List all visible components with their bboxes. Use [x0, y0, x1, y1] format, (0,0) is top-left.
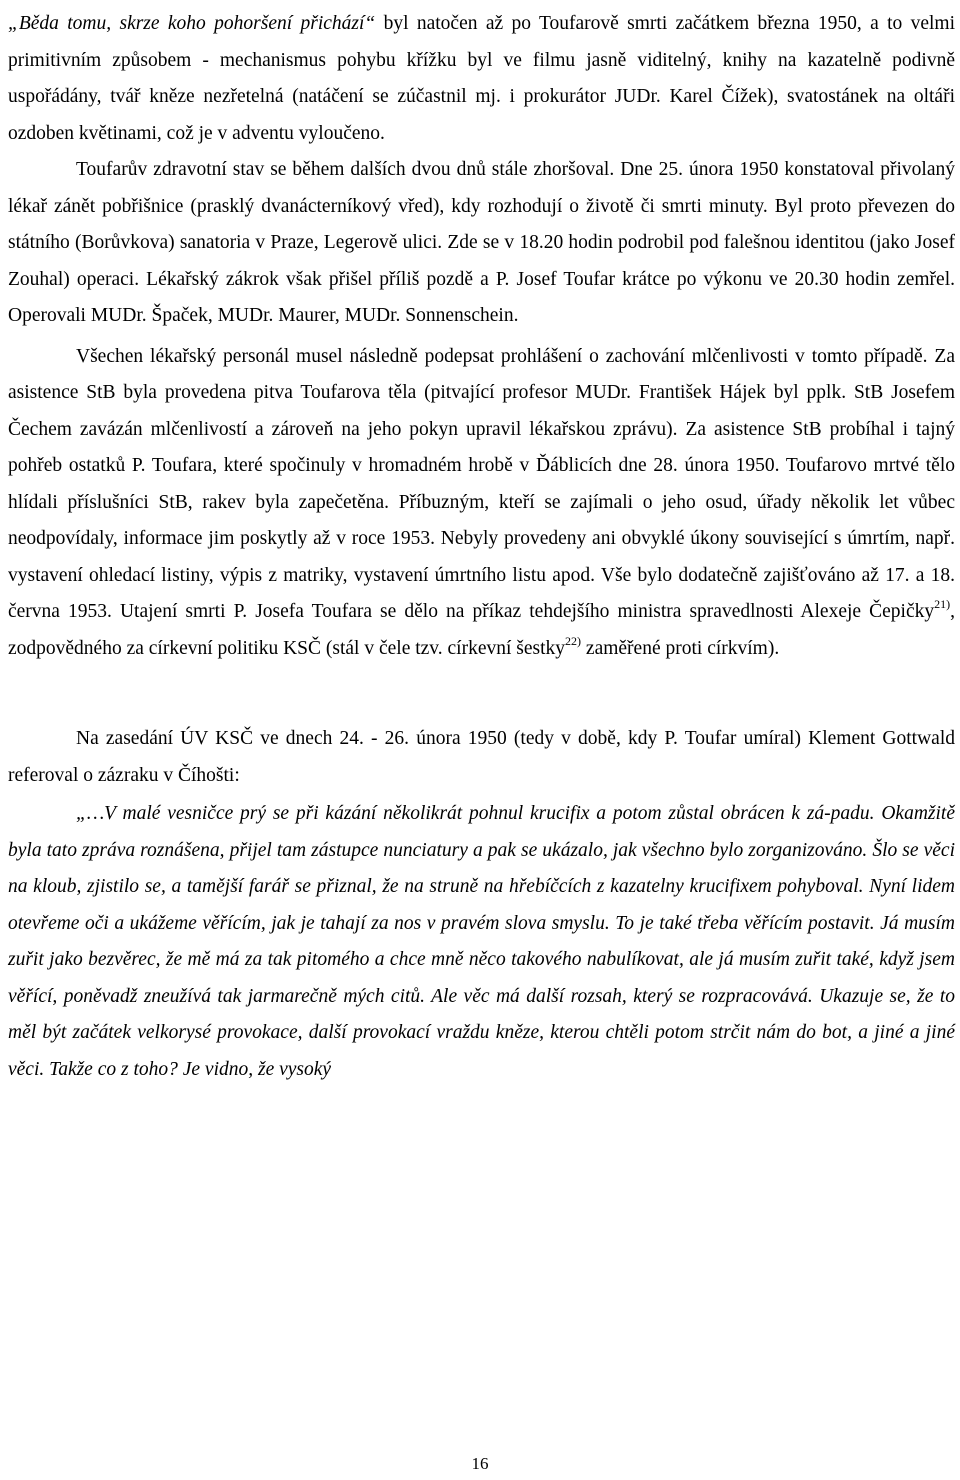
- paragraph-secrecy: [8, 339, 955, 668]
- footnote-ref-22: 22): [565, 633, 582, 648]
- film-title: „Běda tomu, skrze koho pohoršení přichází“: [8, 13, 376, 34]
- paragraph-secrecy-text-c: zaměřené proti církvím).: [581, 637, 780, 659]
- paragraph-health: Toufarův zdravotní stav se během dalších dvou dnů stále zhoršoval. Dne 25. února 1950 konstatoval přivolaný lékař zánět pobřišnice (prasklý dvanácterníkový vřed), kdy rozhodují o životě či smrti minuty. Byl proto převezen do státního (Borůvkova) sanatoria v Praze, Legerově ulici. Zde se v 18.20 hodin podrobil pod falešnou identitou (jako Josef Zouhal) operaci. Lékařský zákrok však přišel příliš pozdě a P. Josef Toufar krátce po výkonu ve 20.30 hodin zemřel. Operovali MUDr. Špaček, MUDr. Maurer, MUDr. Sonnenschein.: [8, 159, 955, 326]
- quote-gottwald: „…V malé vesničce prý se při kázání několikrát pohnul krucifix a potom zůstal obrácen k zá-padu. Okamžitě byla tato zpráva roznášena, přijel tam zástupce nunciatury a pak se ukázalo, jak všechno bylo zorganizováno. Šlo se věci na kloub, zjistilo se, a tamější farář se přiznal, že na struně na hřebíčcích z kazatelny krucifixem pohyboval. Nyní lidem otevřeme oči a ukážeme věřícím, jak je tahají za nos v pravém slova smyslu. To je také třeba věřícím postavit. Já musím zuřit jako bezvěrec, že mě má za tak pitomého a chce mně něco takového nabulíkovat, ale já musím zuřit také, když jsem věřící, poněvadž zneužívá tak jarmarečně mých citů. Ale věc má další rozsah, který se rozpracovává. Ukazuje se, že to měl být začátek velkorysé provokace, další provokací vraždu kněze, kterou chtěli potom strčit nám do bot, a jiné a jiné věci. Takže co z toho? Je vidno, že vysoký: [8, 803, 955, 1080]
- paragraph-secrecy-text-a: Všechen lékařský personál musel následně podepsat prohlášení o zachování mlčenlivosti v tomto případě. Za asistence StB byla provedena pitva Toufarova těla (pitvající profesor MUDr. František Hájek byl pplk. StB Josefem Čechem zavázán mlčenlivostí a zároveň na jeho pokyn upravil lékařskou zprávu). Za asistence StB probíhal i tajný pohřeb ostatků P. Toufara, které spočinuly v hromadném hrobě v Ďáblicích dne 28. února 1950. Toufarovo mrtvé tělo hlídali příslušníci StB, rakev byla zapečetěna. Příbuzným, kteří se zajímali o jeho osud, úřady několik let vůbec neodpovídaly, informace jim poskytly až v roce 1953. Nebyly provedeny ani obvyklé úkony související s úmrtím, např. vystavení ohledací listiny, výpis z matriky, vystavení úmrtního listu apod. Vše bylo dodatečně zajišťováno až 17. a 18. června 1953. Utajení smrti P. Josefa Toufara se dělo na příkaz tehdejšího ministra spravedlnosti Alexeje Čepičky: [8, 345, 955, 622]
- document-page: [8, 0, 955, 1088]
- paragraph-film: [8, 6, 955, 152]
- paragraph-secrecy-text-b: , zodpovědného za církevní politiku KSČ (stál v čele tzv. církevní šestky: [8, 601, 955, 659]
- paragraph-film-text: byl natočen až po Toufarově smrti začátkem března 1950, a to velmi primitivním způsobem - mechanismus pohybu křížku byl ve filmu jasně viditelný, knihy na kazatelně podivně uspořádány, tvář kněze nezřetelná (natáčení se zúčastnil mj. i prokurátor JUDr. Karel Čížek), svatostánek na oltáři ozdoben květinami, což je v adventu vyloučeno.: [8, 13, 955, 144]
- page-number: 16: [471, 1454, 489, 1473]
- footnote-ref-21: 21): [934, 597, 951, 611]
- paragraph-gottwald: Na zasedání ÚV KSČ ve dnech 24. - 26. února 1950 (tedy v době, kdy P. Toufar umíral) Klement Gottwald referoval o zázraku v Číhošti:: [8, 728, 955, 786]
